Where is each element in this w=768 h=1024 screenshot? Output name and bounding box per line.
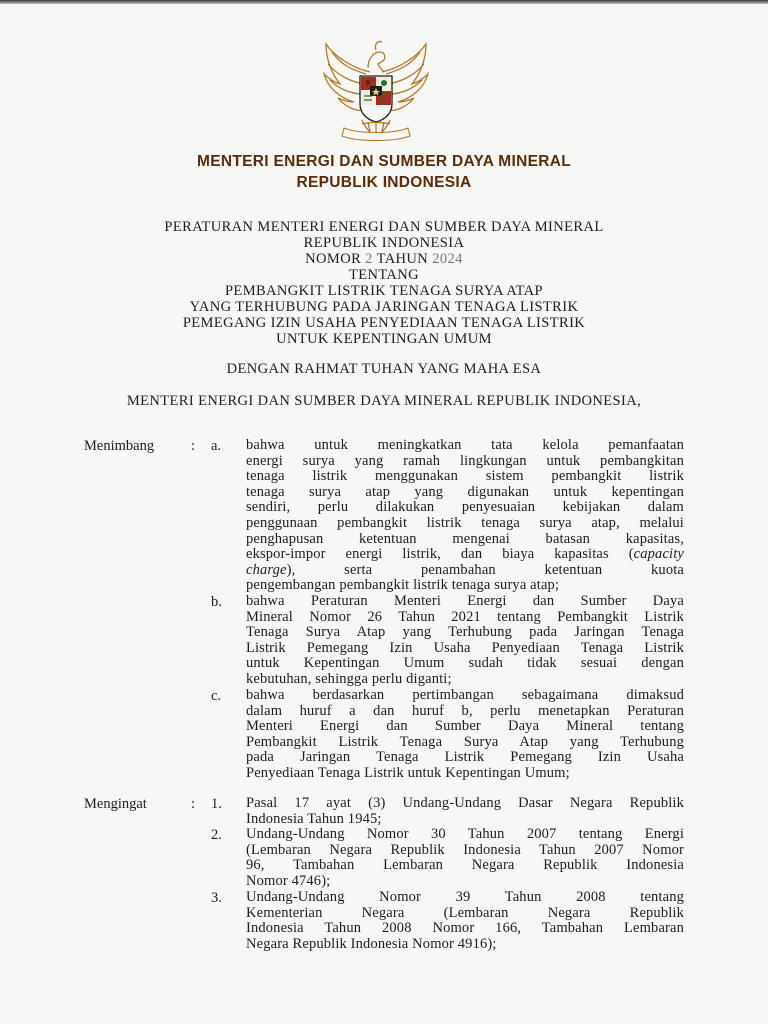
text-line: Pasal 17 ayat (3) Undang-Undang Dasar Negara Republik: [246, 795, 684, 811]
nomor-prefix: NOMOR: [305, 251, 362, 267]
text-line: Indonesia Tahun 1945;: [246, 810, 382, 827]
text-line: energi surya yang ramah lingkungan untuk pembangkitan: [246, 452, 684, 469]
text-line: Kementerian Negara (Lembaran Negara Republik: [246, 904, 684, 921]
text-line: Tenaga Surya Atap yang Terhubung pada Jaringan Tenaga: [246, 624, 684, 641]
text-line: tenaga surya atap yang digunakan untuk kepentingan: [246, 483, 684, 500]
text-line: untuk Kepentingan Umum sudah tidak sesuai dengan: [246, 655, 684, 672]
mengingat-item-2: [246, 827, 684, 889]
menimbang-marker-a: a.: [211, 438, 222, 454]
text-line: Penyediaan Tenaga Listrik untuk Kepentingan Umum;: [246, 764, 570, 781]
tahun-prefix: TAHUN: [376, 251, 429, 267]
text-line: Nomor 4746);: [246, 872, 331, 889]
republic-name: REPUBLIK INDONESIA: [296, 174, 472, 191]
menimbang-marker-c: c.: [211, 688, 222, 704]
text-line: pengembangan pembangkit listrik tenaga surya atap;: [246, 577, 560, 594]
text-line: penggunaan pembangkit listrik tenaga surya atap, melalui: [246, 514, 684, 531]
text-line: kebutuhan, sehingga perlu diganti;: [246, 670, 452, 687]
regulation-subject-line1: PEMBANGKIT LISTRIK TENAGA SURYA ATAP: [224, 283, 544, 299]
tahun-value: 2024: [432, 251, 463, 267]
garuda-emblem-icon: [318, 38, 434, 144]
nomor-value: 2: [365, 251, 373, 267]
menimbang-item-a: [246, 438, 684, 594]
text-line: bahwa untuk meningkatkan tata kelola pemanfaatan: [246, 437, 684, 453]
text-line: Indonesia Tahun 2008 Nomor 166, Tambahan Lembaran: [246, 920, 684, 937]
regulation-subject-line3: PEMEGANG IZIN USAHA PENYEDIAAN TENAGA LISTRIK: [182, 315, 586, 331]
regulation-title-line2: REPUBLIK INDONESIA: [303, 235, 465, 251]
text-line: Negara Republik Indonesia Nomor 4916);: [246, 935, 497, 952]
menimbang-colon: :: [191, 438, 196, 454]
scan-edge: [0, 0, 768, 4]
mengingat-marker-3: 3.: [211, 890, 222, 906]
text-line: bahwa berdasarkan pertimbangan sebagaimana dimaksud: [246, 687, 684, 703]
text-line: Listrik Pemegang Izin Usaha Penyediaan Tenaga Listrik: [246, 639, 684, 656]
menimbang-marker-b: b.: [211, 594, 222, 610]
rahmat-line: DENGAN RAHMAT TUHAN YANG MAHA ESA: [226, 361, 542, 377]
menimbang-item-c: [246, 688, 684, 782]
text-line: Undang-Undang Nomor 30 Tahun 2007 tentang Energi: [246, 826, 684, 842]
regulation-title-line1: PERATURAN MENTERI ENERGI DAN SUMBER DAYA MINERAL: [164, 219, 604, 235]
mengingat-item-1: [246, 796, 684, 827]
text-line: Menteri Energi dan Sumber Daya Mineral tentang: [246, 718, 684, 735]
menimbang-item-b: [246, 594, 684, 688]
menteri-line: MENTERI ENERGI DAN SUMBER DAYA MINERAL REPUBLIK INDONESIA,: [126, 393, 642, 409]
text-line: bahwa Peraturan Menteri Energi dan Sumber Daya: [246, 593, 684, 609]
text-line: dalam huruf a dan huruf b, perlu menetapkan Peraturan: [246, 702, 684, 719]
mengingat-item-3: [246, 890, 684, 952]
text-line: pada Jaringan Tenaga Listrik Pemegang Izin Usaha: [246, 749, 684, 766]
text-line: ekspor-impor energi listrik, dan biaya kapasitas (capacity: [246, 546, 684, 563]
mengingat-marker-2: 2.: [211, 827, 222, 843]
text-line: Mineral Nomor 26 Tahun 2021 tentang Pembangkit Listrik: [246, 608, 684, 625]
text-line: (Lembaran Negara Republik Indonesia Tahun 2007 Nomor: [246, 841, 684, 858]
text-line: Pembangkit Listrik Tenaga Surya Atap yang Terhubung: [246, 733, 684, 750]
text-line: charge), serta penambahan ketentuan kuota: [246, 561, 684, 578]
regulation-tentang: TENTANG: [348, 267, 420, 283]
text-line: tenaga listrik menggunakan sistem pembangkit listrik: [246, 468, 684, 485]
ministry-name: MENTERI ENERGI DAN SUMBER DAYA MINERAL: [197, 153, 571, 170]
text-line: sendiri, perlu dilakukan penyesuaian kebijakan dalam: [246, 499, 684, 516]
regulation-number: [0, 251, 768, 267]
regulation-subject-line2: YANG TERHUBUNG PADA JARINGAN TENAGA LISTRIK: [189, 299, 579, 315]
menimbang-label: Menimbang: [84, 438, 155, 454]
mengingat-marker-1: 1.: [211, 796, 222, 812]
text-line: penghapusan ketentuan mengenai batasan kapasitas,: [246, 530, 684, 547]
regulation-subject-line4: UNTUK KEPENTINGAN UMUM: [276, 331, 492, 347]
mengingat-colon: :: [191, 796, 196, 812]
mengingat-label: Mengingat: [84, 796, 147, 812]
text-line: 96, Tambahan Lembaran Negara Republik Indonesia: [246, 857, 684, 874]
text-line: Undang-Undang Nomor 39 Tahun 2008 tentang: [246, 889, 684, 905]
